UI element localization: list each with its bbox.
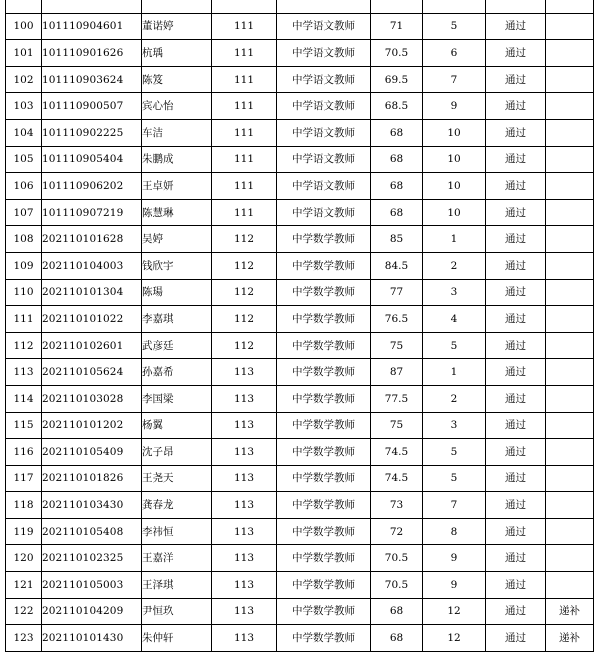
rank-cell: 6: [423, 40, 486, 67]
table-row: [6, 226, 594, 253]
table-row: [6, 518, 594, 545]
position-name-cell: 中学语文教师: [277, 146, 371, 173]
exam-id-cell: 202110103028: [42, 385, 142, 412]
result-cell: 通过: [486, 385, 546, 412]
position-name-cell: 中学数学教师: [277, 625, 371, 652]
seq-number-cell: 106: [6, 173, 42, 200]
rank-cell: 10: [423, 146, 486, 173]
seq-number-cell: [6, 0, 42, 13]
exam-id-cell: 202110105003: [42, 572, 142, 599]
note-cell: [546, 465, 594, 492]
note-cell: [546, 518, 594, 545]
table-row: [6, 598, 594, 625]
candidate-name-cell: 王卓妍: [142, 173, 212, 200]
candidate-name-cell: 尹恒玖: [142, 598, 212, 625]
score-cell: 84.5: [371, 252, 423, 279]
table-row: [6, 199, 594, 226]
rank-cell: 7: [423, 492, 486, 519]
seq-number-cell: 121: [6, 572, 42, 599]
seq-number-cell: 107: [6, 199, 42, 226]
table-row: [6, 119, 594, 146]
result-cell: 通过: [486, 412, 546, 439]
position-name-cell: 中学数学教师: [277, 332, 371, 359]
position-code-cell: 111: [212, 199, 277, 226]
candidate-name-cell: 王尧天: [142, 465, 212, 492]
rank-cell: 3: [423, 279, 486, 306]
note-cell: [546, 199, 594, 226]
table-row: [6, 385, 594, 412]
result-cell: 通过: [486, 492, 546, 519]
table-row: [6, 306, 594, 333]
seq-number-cell: 104: [6, 119, 42, 146]
result-cell: 通过: [486, 226, 546, 253]
score-cell: 68.5: [371, 93, 423, 120]
rank-cell: 12: [423, 625, 486, 652]
table-row: [6, 412, 594, 439]
note-cell: [546, 252, 594, 279]
score-cell: 72: [371, 518, 423, 545]
rank-cell: 5: [423, 332, 486, 359]
position-code-cell: 111: [212, 146, 277, 173]
candidate-name-cell: 龚春龙: [142, 492, 212, 519]
candidate-name-cell: 王泽琪: [142, 572, 212, 599]
exam-id-cell: 202110102601: [42, 332, 142, 359]
table-row: [6, 492, 594, 519]
table-row: [6, 572, 594, 599]
exam-id-cell: 101110907219: [42, 199, 142, 226]
position-name-cell: 中学数学教师: [277, 518, 371, 545]
table-body: [6, 0, 594, 651]
rank-cell: 12: [423, 598, 486, 625]
position-code-cell: 113: [212, 385, 277, 412]
position-name-cell: 中学数学教师: [277, 439, 371, 466]
rank-cell: 2: [423, 385, 486, 412]
position-code-cell: 111: [212, 173, 277, 200]
position-code-cell: 111: [212, 13, 277, 40]
seq-number-cell: 101: [6, 40, 42, 67]
note-cell: [546, 226, 594, 253]
rank-cell: 9: [423, 572, 486, 599]
seq-number-cell: 114: [6, 385, 42, 412]
position-name-cell: 中学语文教师: [277, 173, 371, 200]
table-row: [6, 13, 594, 40]
candidate-name-cell: 沈子昂: [142, 439, 212, 466]
result-cell: 通过: [486, 625, 546, 652]
position-code-cell: 112: [212, 226, 277, 253]
note-cell: [546, 279, 594, 306]
seq-number-cell: 103: [6, 93, 42, 120]
exam-id-cell: 202110104003: [42, 252, 142, 279]
score-cell: [371, 0, 423, 13]
score-cell: 68: [371, 119, 423, 146]
table-row: [6, 439, 594, 466]
seq-number-cell: 110: [6, 279, 42, 306]
exam-id-cell: 202110105624: [42, 359, 142, 386]
exam-id-cell: 202110101628: [42, 226, 142, 253]
position-name-cell: 中学语文教师: [277, 13, 371, 40]
score-cell: 68: [371, 173, 423, 200]
seq-number-cell: 100: [6, 13, 42, 40]
table-row: [6, 146, 594, 173]
candidate-name-cell: 吴婷: [142, 226, 212, 253]
result-cell: 通过: [486, 465, 546, 492]
candidate-name-cell: 孙嘉希: [142, 359, 212, 386]
exam-id-cell: 101110902225: [42, 119, 142, 146]
score-cell: 77: [371, 279, 423, 306]
result-cell: 通过: [486, 66, 546, 93]
results-table: [5, 0, 594, 652]
table-row: [6, 66, 594, 93]
seq-number-cell: 116: [6, 439, 42, 466]
position-code-cell: 112: [212, 252, 277, 279]
candidate-name-cell: 董诺婷: [142, 13, 212, 40]
table-row: [6, 173, 594, 200]
position-code-cell: 113: [212, 625, 277, 652]
result-cell: 通过: [486, 13, 546, 40]
result-cell: 通过: [486, 545, 546, 572]
seq-number-cell: 112: [6, 332, 42, 359]
rank-cell: 1: [423, 226, 486, 253]
note-cell: [546, 439, 594, 466]
exam-id-cell: 202110101022: [42, 306, 142, 333]
position-code-cell: 113: [212, 439, 277, 466]
note-cell: [546, 173, 594, 200]
table-row: [6, 332, 594, 359]
rank-cell: 8: [423, 518, 486, 545]
score-cell: 85: [371, 226, 423, 253]
position-code-cell: 111: [212, 40, 277, 67]
note-cell: [546, 412, 594, 439]
score-cell: 74.5: [371, 465, 423, 492]
exam-id-cell: 202110101202: [42, 412, 142, 439]
score-cell: 68: [371, 146, 423, 173]
score-cell: 68: [371, 199, 423, 226]
position-code-cell: 111: [212, 119, 277, 146]
table-row: [6, 93, 594, 120]
score-cell: 75: [371, 332, 423, 359]
rank-cell: 5: [423, 13, 486, 40]
rank-cell: 10: [423, 199, 486, 226]
result-cell: 通过: [486, 119, 546, 146]
position-code-cell: 113: [212, 492, 277, 519]
position-name-cell: 中学语文教师: [277, 119, 371, 146]
table-row: [6, 545, 594, 572]
seq-number-cell: 115: [6, 412, 42, 439]
candidate-name-cell: 陈慧琳: [142, 199, 212, 226]
table-row: [6, 359, 594, 386]
note-cell: [546, 40, 594, 67]
position-code-cell: 113: [212, 518, 277, 545]
result-cell: 通过: [486, 279, 546, 306]
exam-id-cell: [42, 0, 142, 13]
result-cell: 通过: [486, 252, 546, 279]
result-cell: 通过: [486, 518, 546, 545]
result-cell: 通过: [486, 598, 546, 625]
score-cell: 71: [371, 13, 423, 40]
rank-cell: 9: [423, 545, 486, 572]
exam-id-cell: 202110102325: [42, 545, 142, 572]
note-cell: [546, 572, 594, 599]
position-code-cell: 113: [212, 465, 277, 492]
note-cell: 递补: [546, 625, 594, 652]
candidate-name-cell: 朱鹏成: [142, 146, 212, 173]
position-name-cell: 中学数学教师: [277, 385, 371, 412]
candidate-name-cell: 车洁: [142, 119, 212, 146]
seq-number-cell: 108: [6, 226, 42, 253]
rank-cell: 3: [423, 412, 486, 439]
seq-number-cell: 118: [6, 492, 42, 519]
note-cell: [546, 93, 594, 120]
exam-id-cell: 202110101304: [42, 279, 142, 306]
seq-number-cell: 109: [6, 252, 42, 279]
score-cell: 76.5: [371, 306, 423, 333]
rank-cell: 10: [423, 173, 486, 200]
candidate-name-cell: 李国梁: [142, 385, 212, 412]
position-name-cell: 中学数学教师: [277, 492, 371, 519]
result-cell: 通过: [486, 332, 546, 359]
result-cell: 通过: [486, 40, 546, 67]
table-row: [6, 40, 594, 67]
exam-id-cell: 101110905404: [42, 146, 142, 173]
candidate-name-cell: 杭瑀: [142, 40, 212, 67]
note-cell: [546, 492, 594, 519]
note-cell: [546, 306, 594, 333]
candidate-name-cell: 陈瑒: [142, 279, 212, 306]
note-cell: [546, 13, 594, 40]
seq-number-cell: 111: [6, 306, 42, 333]
score-cell: 73: [371, 492, 423, 519]
position-name-cell: 中学语文教师: [277, 199, 371, 226]
rank-cell: 7: [423, 66, 486, 93]
position-code-cell: 112: [212, 306, 277, 333]
position-name-cell: 中学数学教师: [277, 412, 371, 439]
result-cell: 通过: [486, 572, 546, 599]
score-cell: 69.5: [371, 66, 423, 93]
seq-number-cell: 119: [6, 518, 42, 545]
exam-id-cell: 202110101430: [42, 625, 142, 652]
result-cell: 通过: [486, 359, 546, 386]
score-cell: 87: [371, 359, 423, 386]
position-name-cell: 中学数学教师: [277, 252, 371, 279]
position-name-cell: 中学语文教师: [277, 93, 371, 120]
candidate-name-cell: 杨翼: [142, 412, 212, 439]
rank-cell: 1: [423, 359, 486, 386]
note-cell: [546, 332, 594, 359]
position-code-cell: 113: [212, 359, 277, 386]
position-name-cell: 中学数学教师: [277, 279, 371, 306]
table-row: [6, 279, 594, 306]
rank-cell: 4: [423, 306, 486, 333]
note-cell: [546, 66, 594, 93]
exam-id-cell: 202110103430: [42, 492, 142, 519]
note-cell: 递补: [546, 598, 594, 625]
note-cell: [546, 146, 594, 173]
position-code-cell: 112: [212, 332, 277, 359]
seq-number-cell: 117: [6, 465, 42, 492]
result-cell: 通过: [486, 199, 546, 226]
position-name-cell: 中学语文教师: [277, 66, 371, 93]
position-code-cell: 112: [212, 279, 277, 306]
position-code-cell: [212, 0, 277, 13]
candidate-name-cell: 李祎恒: [142, 518, 212, 545]
rank-cell: 5: [423, 439, 486, 466]
rank-cell: 10: [423, 119, 486, 146]
note-cell: [546, 0, 594, 13]
seq-number-cell: 123: [6, 625, 42, 652]
exam-id-cell: 101110903624: [42, 66, 142, 93]
candidate-name-cell: 武彦廷: [142, 332, 212, 359]
position-name-cell: 中学数学教师: [277, 359, 371, 386]
note-cell: [546, 359, 594, 386]
position-name-cell: 中学数学教师: [277, 545, 371, 572]
candidate-name-cell: [142, 0, 212, 13]
table-row: [6, 625, 594, 652]
rank-cell: 9: [423, 93, 486, 120]
rank-cell: [423, 0, 486, 13]
exam-id-cell: 101110906202: [42, 173, 142, 200]
exam-id-cell: 101110904601: [42, 13, 142, 40]
candidate-name-cell: 宾心怡: [142, 93, 212, 120]
result-cell: 通过: [486, 146, 546, 173]
candidate-name-cell: 陈笈: [142, 66, 212, 93]
position-code-cell: 113: [212, 412, 277, 439]
seq-number-cell: 113: [6, 359, 42, 386]
result-cell: 通过: [486, 306, 546, 333]
score-cell: 70.5: [371, 40, 423, 67]
exam-id-cell: 202110101826: [42, 465, 142, 492]
candidate-name-cell: 钱欣宇: [142, 252, 212, 279]
exam-id-cell: 101110901626: [42, 40, 142, 67]
position-name-cell: [277, 0, 371, 13]
table-row: [6, 0, 594, 13]
exam-id-cell: 202110105409: [42, 439, 142, 466]
result-cell: 通过: [486, 439, 546, 466]
position-code-cell: 113: [212, 545, 277, 572]
position-code-cell: 111: [212, 66, 277, 93]
table-row: [6, 465, 594, 492]
candidate-name-cell: 朱仲轩: [142, 625, 212, 652]
score-cell: 68: [371, 598, 423, 625]
score-cell: 77.5: [371, 385, 423, 412]
rank-cell: 5: [423, 465, 486, 492]
candidate-name-cell: 李嘉琪: [142, 306, 212, 333]
note-cell: [546, 545, 594, 572]
seq-number-cell: 102: [6, 66, 42, 93]
position-name-cell: 中学数学教师: [277, 226, 371, 253]
position-name-cell: 中学数学教师: [277, 465, 371, 492]
position-name-cell: 中学数学教师: [277, 306, 371, 333]
note-cell: [546, 385, 594, 412]
candidate-name-cell: 王嘉洋: [142, 545, 212, 572]
seq-number-cell: 120: [6, 545, 42, 572]
result-cell: 通过: [486, 93, 546, 120]
position-name-cell: 中学语文教师: [277, 40, 371, 67]
seq-number-cell: 122: [6, 598, 42, 625]
exam-id-cell: 202110105408: [42, 518, 142, 545]
position-code-cell: 113: [212, 598, 277, 625]
result-cell: 通过: [486, 173, 546, 200]
position-name-cell: 中学数学教师: [277, 572, 371, 599]
rank-cell: 2: [423, 252, 486, 279]
position-code-cell: 111: [212, 93, 277, 120]
score-cell: 70.5: [371, 572, 423, 599]
result-cell: [486, 0, 546, 13]
position-name-cell: 中学数学教师: [277, 598, 371, 625]
table-row: [6, 252, 594, 279]
score-cell: 75: [371, 412, 423, 439]
exam-id-cell: 202110104209: [42, 598, 142, 625]
exam-id-cell: 101110900507: [42, 93, 142, 120]
note-cell: [546, 119, 594, 146]
score-cell: 68: [371, 625, 423, 652]
score-cell: 74.5: [371, 439, 423, 466]
score-cell: 70.5: [371, 545, 423, 572]
position-code-cell: 113: [212, 572, 277, 599]
seq-number-cell: 105: [6, 146, 42, 173]
